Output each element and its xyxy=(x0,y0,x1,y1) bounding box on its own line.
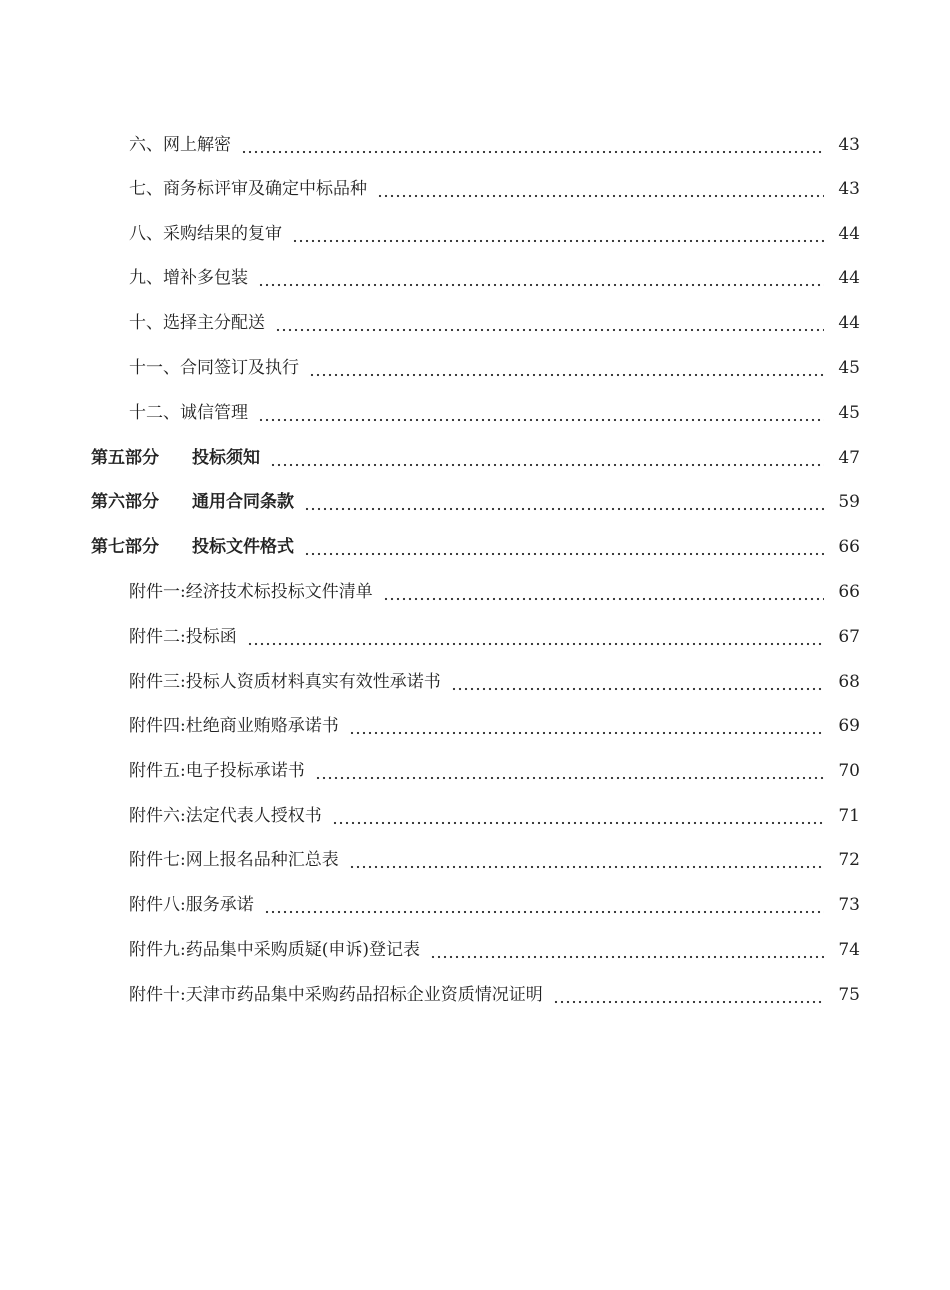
entry-title: 网上解密 xyxy=(163,135,231,155)
entry-title: 增补多包装 xyxy=(163,268,248,288)
toc-entry[interactable] xyxy=(0,577,950,607)
toc-entry[interactable] xyxy=(0,801,950,831)
dot-leader xyxy=(292,219,824,249)
entry-number: 附件九: xyxy=(129,940,186,960)
entry-page-number: 44 xyxy=(838,224,860,244)
toc-entry[interactable] xyxy=(0,711,950,741)
section-title: 投标须知 xyxy=(192,448,260,468)
dot-leader xyxy=(241,130,824,160)
toc-entry[interactable] xyxy=(0,890,950,920)
entry-number: 附件七: xyxy=(129,850,186,870)
dot-leader xyxy=(332,801,824,831)
entry-number: 附件五: xyxy=(129,761,186,781)
dot-leader xyxy=(315,756,824,786)
toc-entry[interactable] xyxy=(0,622,950,652)
entry-title: 杜绝商业贿赂承诺书 xyxy=(185,716,339,736)
dot-leader xyxy=(430,935,824,965)
entry-page-number: 47 xyxy=(838,448,860,468)
entry-number: 七、 xyxy=(129,179,163,199)
toc-entry[interactable] xyxy=(0,756,950,786)
toc-section-entry[interactable] xyxy=(0,487,950,517)
toc-entry[interactable] xyxy=(0,174,950,204)
entry-page-number: 72 xyxy=(838,850,860,870)
entry-title: 合同签订及执行 xyxy=(180,358,299,378)
toc-entry[interactable] xyxy=(0,130,950,160)
toc-entry[interactable] xyxy=(0,935,950,965)
entry-page-number: 59 xyxy=(838,492,860,512)
entry-page-number: 70 xyxy=(838,761,860,781)
entry-title: 商务标评审及确定中标品种 xyxy=(163,179,367,199)
toc-entry[interactable] xyxy=(0,980,950,1010)
entry-page-number: 43 xyxy=(838,135,860,155)
dot-leader xyxy=(247,622,824,652)
entry-number: 九、 xyxy=(129,268,163,288)
entry-number: 十、 xyxy=(129,313,163,333)
toc-entry[interactable] xyxy=(0,263,950,293)
entry-number: 十二、 xyxy=(129,403,180,423)
entry-title: 采购结果的复审 xyxy=(163,224,282,244)
entry-number: 附件十: xyxy=(129,985,186,1005)
entry-number: 附件六: xyxy=(129,806,186,826)
entry-title: 天津市药品集中采购药品招标企业资质情况证明 xyxy=(185,985,543,1005)
section-number: 第七部分 xyxy=(91,537,159,557)
dot-leader xyxy=(270,443,824,473)
entry-page-number: 44 xyxy=(838,268,860,288)
entry-title: 药品集中采购质疑(申诉)登记表 xyxy=(185,940,420,960)
dot-leader xyxy=(553,980,824,1010)
entry-number: 附件二: xyxy=(129,627,186,647)
toc-section-entry[interactable] xyxy=(0,532,950,562)
dot-leader xyxy=(309,353,824,383)
entry-number: 附件八: xyxy=(129,895,186,915)
toc-entry[interactable] xyxy=(0,845,950,875)
entry-title: 网上报名品种汇总表 xyxy=(185,850,339,870)
dot-leader xyxy=(304,487,824,517)
section-number: 第五部分 xyxy=(91,448,159,468)
entry-number: 附件三: xyxy=(129,672,186,692)
entry-page-number: 45 xyxy=(838,358,860,378)
entry-number: 附件一: xyxy=(129,582,186,602)
entry-page-number: 43 xyxy=(838,179,860,199)
dot-leader xyxy=(258,398,824,428)
toc-entry[interactable] xyxy=(0,219,950,249)
dot-leader xyxy=(349,845,824,875)
entry-title: 经济技术标投标文件清单 xyxy=(185,582,373,602)
entry-page-number: 73 xyxy=(838,895,860,915)
entry-title: 服务承诺 xyxy=(185,895,254,915)
entry-number: 六、 xyxy=(129,135,163,155)
entry-title: 诚信管理 xyxy=(180,403,248,423)
entry-number: 附件四: xyxy=(129,716,186,736)
entry-page-number: 67 xyxy=(838,627,860,647)
dot-leader xyxy=(349,711,824,741)
entry-title: 选择主分配送 xyxy=(163,313,265,333)
toc-entry[interactable] xyxy=(0,353,950,383)
toc-entry[interactable] xyxy=(0,667,950,697)
toc-entry[interactable] xyxy=(0,308,950,338)
entry-title: 法定代表人授权书 xyxy=(185,806,322,826)
entry-title: 投标人资质材料真实有效性承诺书 xyxy=(185,672,441,692)
entry-page-number: 45 xyxy=(838,403,860,423)
entry-number: 十一、 xyxy=(129,358,180,378)
entry-title: 投标函 xyxy=(185,627,237,647)
entry-page-number: 44 xyxy=(838,313,860,333)
section-title: 通用合同条款 xyxy=(192,492,294,512)
entry-page-number: 74 xyxy=(838,940,860,960)
entry-page-number: 66 xyxy=(838,582,860,602)
dot-leader xyxy=(258,263,824,293)
dot-leader xyxy=(264,890,824,920)
toc-entry[interactable] xyxy=(0,398,950,428)
entry-page-number: 69 xyxy=(838,716,860,736)
dot-leader xyxy=(383,577,824,607)
entry-title: 电子投标承诺书 xyxy=(185,761,305,781)
entry-page-number: 71 xyxy=(838,806,860,826)
dot-leader xyxy=(275,308,824,338)
section-title: 投标文件格式 xyxy=(192,537,294,557)
toc-section-entry[interactable] xyxy=(0,443,950,473)
entry-page-number: 75 xyxy=(838,985,860,1005)
entry-number: 八、 xyxy=(129,224,163,244)
section-number: 第六部分 xyxy=(91,492,159,512)
entry-page-number: 66 xyxy=(838,537,860,557)
entry-page-number: 68 xyxy=(838,672,860,692)
dot-leader xyxy=(304,532,824,562)
dot-leader xyxy=(451,667,824,697)
dot-leader xyxy=(377,174,824,204)
